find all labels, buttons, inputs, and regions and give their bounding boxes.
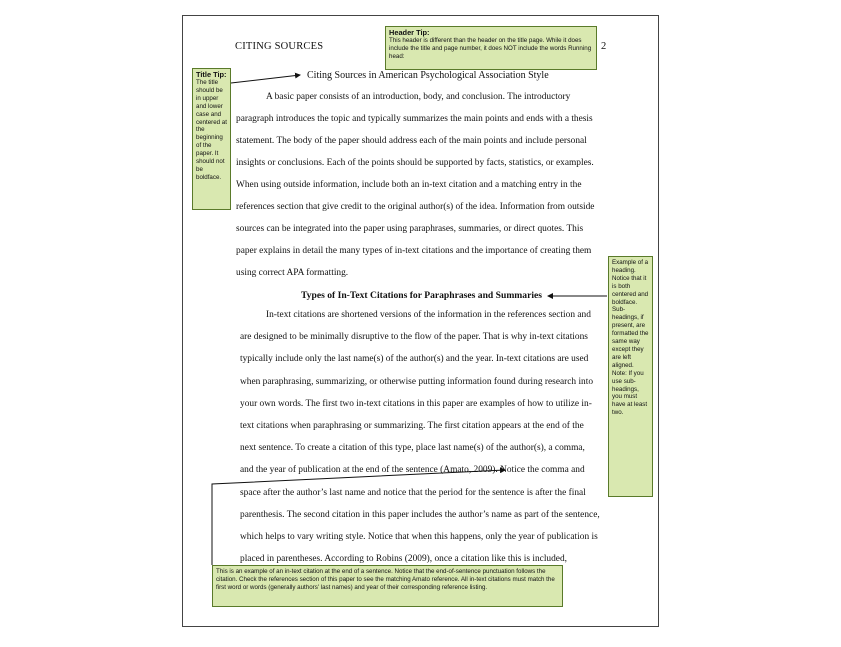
- text-line: next sentence. To create a citation of this type, place last name(s) of the author(s), a comma,: [240, 443, 585, 454]
- heading-tip: [608, 256, 653, 497]
- title-tip-text: The title should be in upper and lower case and centered at the beginning of the paper. It should not be boldface.: [196, 79, 227, 181]
- paper-title: Citing Sources in American Psychological Association Style: [307, 70, 549, 81]
- text-line: text citations when paraphrasing or summarizing. The first citation appears at the end of the: [240, 421, 584, 431]
- text-line: your own words. The first two in-text citations in this paper are examples of how to utilize in-: [240, 398, 592, 409]
- text-line: insights or conclusions. Each of the points should be supported by facts, statistics, or examples.: [236, 158, 594, 168]
- text-line: paper explains in detail the many types of in-text citations and the importance of creating them: [236, 246, 592, 256]
- text-line: In-text citations are shortened versions of the information in the references section and: [266, 310, 591, 320]
- running-head: CITING SOURCES: [235, 41, 324, 52]
- text-line: and the year of publication at the end of the sentence (Amato, 2009). Notice the comma and: [240, 465, 585, 476]
- text-line: typically include only the last name(s) of the author(s) and the year. In-text citations are used: [240, 354, 589, 365]
- citation-tip-text: This is an example of an in-text citation at the end of a sentence. Notice that the end-of-sentence punctuation follows the citation. Check the references section of this paper to see the matching Amato reference. All in-text citations must match the first word or words (generally authors' last names) and year of their corresponding reference listing.: [216, 568, 555, 591]
- text-line: statement. The body of the paper should address each of the main points and include personal: [236, 136, 587, 146]
- text-line: placed in parentheses. According to Robins (2009), once a citation like this is included,: [240, 554, 568, 565]
- text-line: sources can be integrated into the paper using paraphrases, summaries, or direct quotes. This: [236, 224, 584, 234]
- section-heading: Types of In-Text Citations for Paraphrases and Summaries: [301, 290, 543, 301]
- text-line: A basic paper consists of an introduction, body, and conclusion. The introductory: [266, 92, 571, 102]
- text-line: paragraph introduces the topic and typically summarizes the main points and ends with a thesis: [236, 114, 593, 124]
- text-line: references section that give credit to the original author(s) of the idea. Information from outside: [236, 202, 595, 212]
- title-tip-title: Title Tip:: [196, 70, 227, 79]
- title-tip: [192, 68, 231, 210]
- text-line: when paraphrasing, summarizing, or otherwise putting information found during research into: [240, 376, 594, 387]
- heading-tip-text: Example of a heading. Notice that it is both centered and boldface. Sub-headings, if present, are formatted the same way except they are left aligned. Note: If you use sub-headings, you must have at least two.: [612, 259, 649, 417]
- text-line: are designed to be minimally disruptive to the flow of the paper. That is why in-text citations: [240, 332, 588, 343]
- header-tip-text: This header is different than the header on the title page. While it does include the title and page number, it does NOT include the words Running head:: [389, 37, 592, 60]
- text-line: which helps to vary writing style. Notice that when this happens, only the year of publication is: [240, 532, 598, 542]
- citation-tip: [212, 565, 563, 607]
- text-line: When using outside information, include both an in-text citation and a matching entry in the: [236, 180, 582, 190]
- header-tip: [385, 26, 597, 70]
- text-line: using correct APA formatting.: [236, 268, 349, 278]
- text-line: parenthesis. The second citation in this paper includes the author’s name as part of the sentence,: [240, 509, 600, 520]
- page-number: 2: [601, 41, 607, 52]
- text-line: space after the author’s last name and notice that the period for the sentence is after the final: [240, 487, 586, 498]
- header-tip-title: Header Tip:: [389, 28, 430, 37]
